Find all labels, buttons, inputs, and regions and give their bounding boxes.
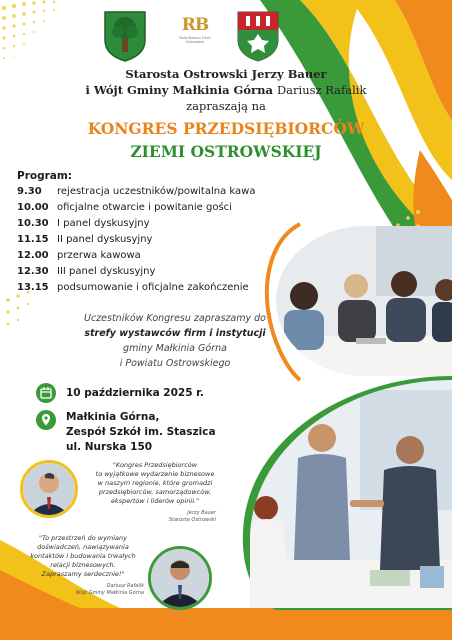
program-desc: III panel dyskusyjny [57,266,156,277]
program-heading: Program: [17,170,73,182]
quote-1-signature [112,510,216,523]
quote-1-line: "Kongres Przedsiębiorców [112,461,198,469]
program-item [17,202,232,218]
program-desc: II panel dyskusyjny [57,234,153,245]
wojt-line-bold: i Wójt Gminy Małkinia Górna [85,83,273,97]
title-line-2: ZIEMI OSTROWSKIEJ [130,142,322,161]
rada-biznesu-logo [178,14,212,54]
invitation-line-3: gminy Małkinia Górna [123,343,227,354]
program-item [17,234,152,250]
quote-2-name: Dariusz Rafalik [106,583,144,589]
quote-2-line: doświadczeń, nawiązywania [37,543,129,551]
logo-letters: RB [181,15,209,35]
program-time: 11.15 [17,234,49,245]
program-desc: przerwa kawowa [57,250,141,261]
title-line-1: KONGRES PRZEDSIĘBIORCÓW [87,119,365,138]
program-desc: I panel dyskusyjny [57,218,150,229]
quote-1-role: Starosta Ostrowski [168,516,216,523]
event-place-2: Zespół Szkół im. Staszica [66,426,216,438]
program-time: 13.15 [17,282,49,293]
calendar-icon [36,383,56,403]
quote-1-name: Jerzy Bauer [187,510,216,516]
program-time: 10.00 [17,202,49,213]
quote-2-line: Zapraszamy serdecznie!" [41,570,125,578]
malkinia-gorna-crest [236,10,280,62]
quote-2-line: relacji biznesowych. [50,561,116,569]
ostrow-county-crest [103,10,147,62]
event-date: 10 października 2025 r. [66,387,204,399]
location-pin-icon [36,410,56,430]
quote-2-line: "To przestrzeń do wymiany [38,534,128,542]
program-item [17,218,150,234]
program-desc: oficjalne otwarcie i powitanie gości [57,202,232,213]
program-item [17,250,141,266]
program-time: 12.00 [17,250,49,261]
starosta-portrait [20,460,78,518]
wojt-name: Dariusz Rafalik [276,83,367,97]
quote-1-line: w naszym regionie, które gromadzi [97,479,213,487]
quote-1-line: przedsiębiorców, samorządowców, [98,488,212,496]
program-item [17,266,155,282]
event-place-3: ul. Nurska 150 [66,441,153,453]
event-place-1: Małkinia Górna, [66,411,160,423]
program-time: 10.30 [17,218,49,229]
wojt-line [0,82,452,98]
quote-2-line: kontaktów i budowania trwałych [30,552,136,560]
invitation-line-1: Uczestników Kongresu zapraszamy do [83,313,266,324]
wojt-portrait [148,546,212,610]
program-desc: rejestracja uczestników/powitalna kawa [57,186,256,197]
invitation-line-2 [40,327,310,341]
program-time: 12.30 [17,266,49,277]
program-item [17,282,249,298]
logo-caption: Rada Biznesu Ziemi Ostrowskiej [179,36,211,44]
program-time: 9.30 [17,186,42,197]
invitation-line-2-bold: strefy wystawców firm i instytucji [84,328,266,339]
quote-2-role: Wójt Gminy Małkinia Górna [75,589,144,596]
starosta-line: Starosta Ostrowski Jerzy Bauer [125,67,327,81]
quote-1-line: ekspertów i liderów opinii." [110,497,200,505]
quote-2-signature [20,583,144,596]
program-item [17,186,255,202]
invitation-line-4: i Powiatu Ostrowskiego [119,358,231,369]
invite-line: zapraszają na [186,99,266,113]
quote-1 [82,461,228,506]
program-desc: podsumowanie i oficjalne zakończenie [57,282,249,293]
quote-1-line: to wyjątkowe wydarzenie biznesowe [95,470,215,478]
quote-2 [22,534,144,579]
